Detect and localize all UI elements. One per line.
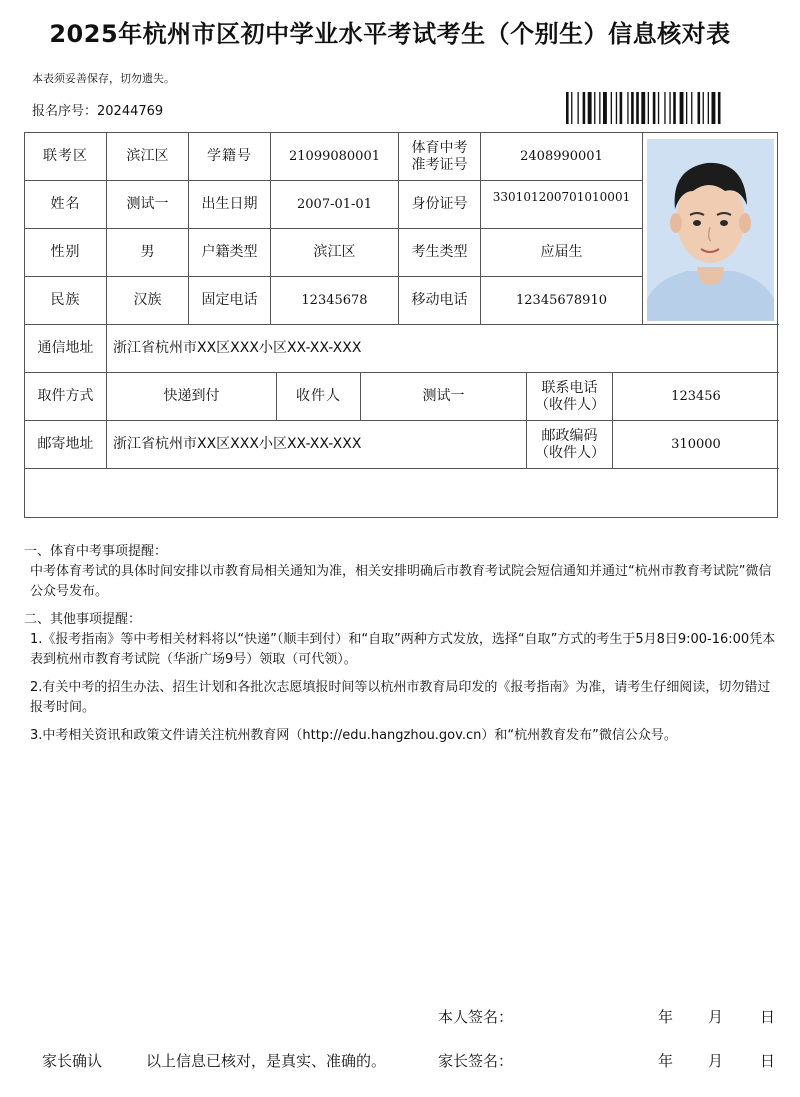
self-date-month: 月 — [708, 1008, 724, 1026]
label-ethnicity: 民族 — [25, 277, 107, 325]
label-landline: 固定电话 — [189, 277, 271, 325]
value-birth: 2007-01-01 — [271, 181, 399, 229]
label-address: 通信地址 — [25, 325, 107, 373]
value-recipient: 测试一 — [361, 373, 527, 421]
section2-title: 二、其他事项提醒： — [24, 612, 142, 627]
value-hukou-type: 滨江区 — [271, 229, 399, 277]
reminder-item-2: 2.有关中考的招生办法、招生计划和各批次志愿填报时间等以杭州市教育局印发的《报考指南》为准，请考生仔细阅读，切勿错过报考时间。 — [30, 680, 771, 715]
value-ethnicity: 汉族 — [107, 277, 189, 325]
empty-row — [25, 469, 779, 517]
label-pickup-method: 取件方式 — [25, 373, 107, 421]
reminders-section — [24, 542, 776, 746]
value-landline: 12345678 — [271, 277, 399, 325]
value-student-no: 21099080001 — [271, 133, 399, 181]
value-name: 测试一 — [107, 181, 189, 229]
label-postcode: 邮政编码（收件人） — [527, 421, 613, 469]
label-pe-ticket: 体育中考准考证号 — [399, 133, 481, 181]
photo-cell — [643, 133, 779, 325]
label-name: 姓名 — [25, 181, 107, 229]
reminder-item-1: 1.《报考指南》等中考相关材料将以“快递”（顺丰到付）和“自取”两种方式发放，选择“自取”方式的考生于5月8日9:00-16:00凭本表到杭州市教育考试院（华浙广场9号）领取（可代领）。 — [30, 632, 776, 667]
value-pe-ticket: 2408990001 — [481, 133, 643, 181]
label-mail-address: 邮寄地址 — [25, 421, 107, 469]
registration-serial: 报名序号：20244769 — [32, 104, 164, 119]
value-student-type: 应届生 — [481, 229, 643, 277]
value-district: 滨江区 — [107, 133, 189, 181]
value-postcode: 310000 — [613, 421, 779, 469]
keep-safe-notice: 本表须妥善保存，切勿遗失。 — [32, 72, 175, 85]
self-date-year: 年 — [658, 1008, 674, 1026]
label-id-card: 身份证号 — [399, 181, 481, 229]
info-table — [24, 132, 778, 518]
section1-text: 中考体育考试的具体时间安排以市教育局相关通知为准，相关安排明确后市教育考试院会短信通知并通过“杭州市教育考试院”微信公众号发布。 — [30, 564, 772, 599]
label-recipient: 收件人 — [277, 373, 361, 421]
value-mobile: 12345678910 — [481, 277, 643, 325]
parent-date-month: 月 — [708, 1052, 724, 1070]
label-gender: 性别 — [25, 229, 107, 277]
reminder-item-3: 3.中考相关资讯和政策文件请关注杭州教育网（http://edu.hangzhou.gov.cn）和“杭州教育发布”微信公众号。 — [30, 728, 677, 743]
value-id-card: 330101200701010001 — [481, 181, 643, 229]
label-recipient-phone: 联系电话（收件人） — [527, 373, 613, 421]
section1-title: 一、体育中考事项提醒： — [24, 544, 168, 559]
value-mail-address: 浙江省杭州市XX区XXX小区XX-XX-XXX — [107, 421, 527, 469]
parent-confirm-label: 家长确认 — [42, 1052, 103, 1070]
student-photo — [647, 139, 774, 321]
parent-signature-label: 家长签名： — [438, 1052, 514, 1070]
self-signature-label: 本人签名： — [438, 1008, 514, 1026]
label-hukou-type: 户籍类型 — [189, 229, 271, 277]
barcode-image — [566, 92, 772, 124]
value-address: 浙江省杭州市XX区XXX小区XX-XX-XXX — [107, 325, 779, 373]
confirm-statement: 以上信息已核对，是真实、准确的。 — [146, 1052, 387, 1070]
value-recipient-phone: 123456 — [613, 373, 779, 421]
label-student-type: 考生类型 — [399, 229, 481, 277]
value-gender: 男 — [107, 229, 189, 277]
parent-date-day: 日 — [760, 1052, 776, 1070]
label-mobile: 移动电话 — [399, 277, 481, 325]
parent-date-year: 年 — [658, 1052, 674, 1070]
page-title: 2025年杭州市区初中学业水平考试考生（个别生）信息核对表 — [49, 20, 731, 48]
self-date-day: 日 — [760, 1008, 776, 1026]
value-pickup-method: 快递到付 — [107, 373, 277, 421]
label-student-no: 学籍号 — [189, 133, 271, 181]
label-district: 联考区 — [25, 133, 107, 181]
label-birth: 出生日期 — [189, 181, 271, 229]
